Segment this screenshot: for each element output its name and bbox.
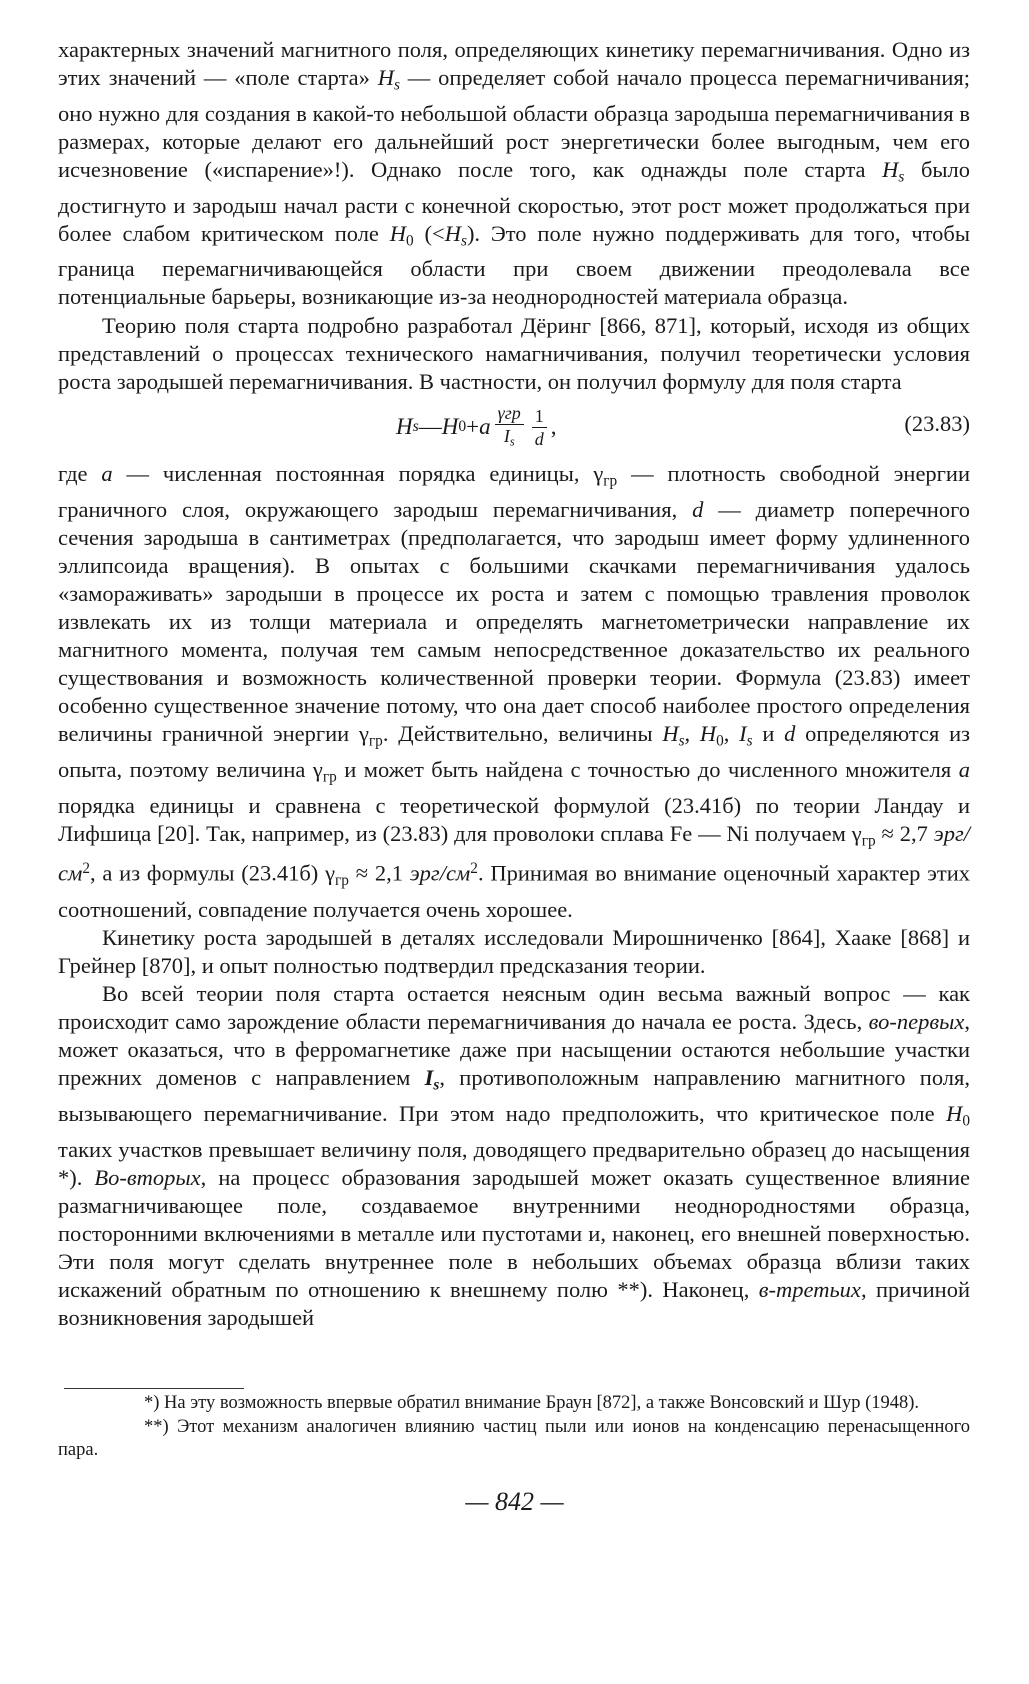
fraction-1-over-d: $\frac{1}{d}$ [532,405,547,450]
formula-23-83 [58,396,970,460]
page-number: — 842 — [465,1487,564,1516]
text-run: характерных значений магнитного поля, определяющих кинетику перемагничивания. Одно из этих значений — «поле старта» [58,37,970,91]
paragraph-1 [58,36,970,312]
symbol-Hs: $H_s$ [882,156,905,186]
paragraph-3: где a — численная постоянная порядка единицы, $\gamma_{гр}$ — плотность свободной энергии граничного слоя, окружающего зародыш перемагничивания, d — диаметр поперечного сечения зародыша в сантиметрах (предполагается, что зародыш имеет форму удлиненного эллипсоида вращения). В опытах с большими скачками перемагничивания удалось «замораживать» зародыши в процессе их роста и затем с помощью травления проволок извлекать их из толщи материала и определять магнетометрически направление их магнитного момента, получая тем самым непосредственное доказательство их реального существования и возможность количественной проверки теории. Формула (23.83) имеет особенно существенное значение потому, что она дает способ наиболее простого определения величины граничной энергии $\gamma_{гр}$. Действительно, величины $H_s$, $H_0$, $I_s$ и d определяются из опыта, поэтому величина $\gamma_{гр}$ и может быть найдена с точностью до численного множителя a порядка единицы и сравнена с теоретической формулой (23.41б) по теории Ландау и Лифшица [20]. Так, например, из (23.83) для проволоки сплава Fe — Ni получаем $\gamma_{гр} \approx 2,7$ эрг/$см^2$, а из формулы (23.41б) $\gamma_{гр} \approx 2,1$ эрг/$см^2$. Принимая во внимание оценочный характер этих соотношений, совпадение получается очень хорошее. [58,460,971,922]
text-run: — определяет собой начало процесса перемагничивания; оно нужно для создания в какой-то небольшой области образца зародыша перемагничивания в размерах, которые делают его дальнейший рост энергетически более выгодным, чем его исчезновение («испарение»!). Однако после того, как однажды поле старта [58,65,970,182]
symbol-H0: $H_0$ [389,220,414,250]
text-run: было достигнуто и зародыш начал расти с конечной скоростью, этот рост может продолжаться при более слабом критическом поле [58,156,970,246]
footnotes [58,1392,970,1463]
paragraph-5: Во всей теории поля старта остается неясным один весьма важный вопрос — как происходит само зарождение области перемагничивания до начала ее роста. Здесь, во-первых, может оказаться, что в ферромагнетике даже при насыщении остаются небольшие участки прежних доменов с направлением $I_s$, противоположным направлению магнитного поля, вызывающего перемагничивание. При этом надо предположить, что критическое поле $H_0$ таких участков превышает величину поля, доводящего предварительно образец до насыщения *). Во-вторых, на процесс образования зародышей может оказать существенное влияние размагничивающее поле, создаваемое внутренними неоднородностями образца, посторонними включениями в металле или пустотами и, наконец, его внешней поверхностью. Эти поля могут сделать внутреннее поле в небольших объемах образца вблизи таких искажений обратным по отношению к внешнему полю **). Наконец, в-третьих, причиной возникновения зародышей [58,980,971,1331]
formula-number: (23.83) [904,410,970,436]
symbol-Hs: $H_s$ [444,220,467,250]
footnote-divider [64,1388,244,1389]
paragraph-4: Кинетику роста зародышей в деталях исследовали Мирошниченко [864], Хааке [868] и Грейнер [870], и опыт полностью подтвердил предсказания теории. [58,924,970,978]
fraction-gamma-over-Is: $\frac{\text{γгр}}{I_s}$ [495,402,524,453]
footnote-2: **) Этот механизм аналогичен влиянию частиц пыли или ионов на конденсацию перенасыщенного пара. [58,1416,970,1460]
symbol-Hs: $H_s$ [377,65,400,94]
page-body [58,36,970,1332]
text-run: ). Это поле нужно поддерживать для того, чтобы граница перемагничивающейся области при своем движении преодолевала все потенциальные барьеры, возникающие из-за неоднородностей материала образца. [58,220,970,310]
text-run: (< [413,220,445,246]
formula-expression: H s — H 0 + a $\frac{\text{γгр}}{I_s}$ $\frac{1}{d}$ , [396,402,557,453]
paragraph-2: Теорию поля старта подробно разработал Дёринг [866, 871], который, исходя из общих представлений о процессах технического намагничивания, получил теоретически условия роста зародышей перемагничивания. В частности, он получил формулу для поля старта [58,312,970,394]
footnote-1: *) На эту возможность впервые обратил внимание Браун [872], а также Вонсовский и Шур (1948). [144,1393,920,1413]
